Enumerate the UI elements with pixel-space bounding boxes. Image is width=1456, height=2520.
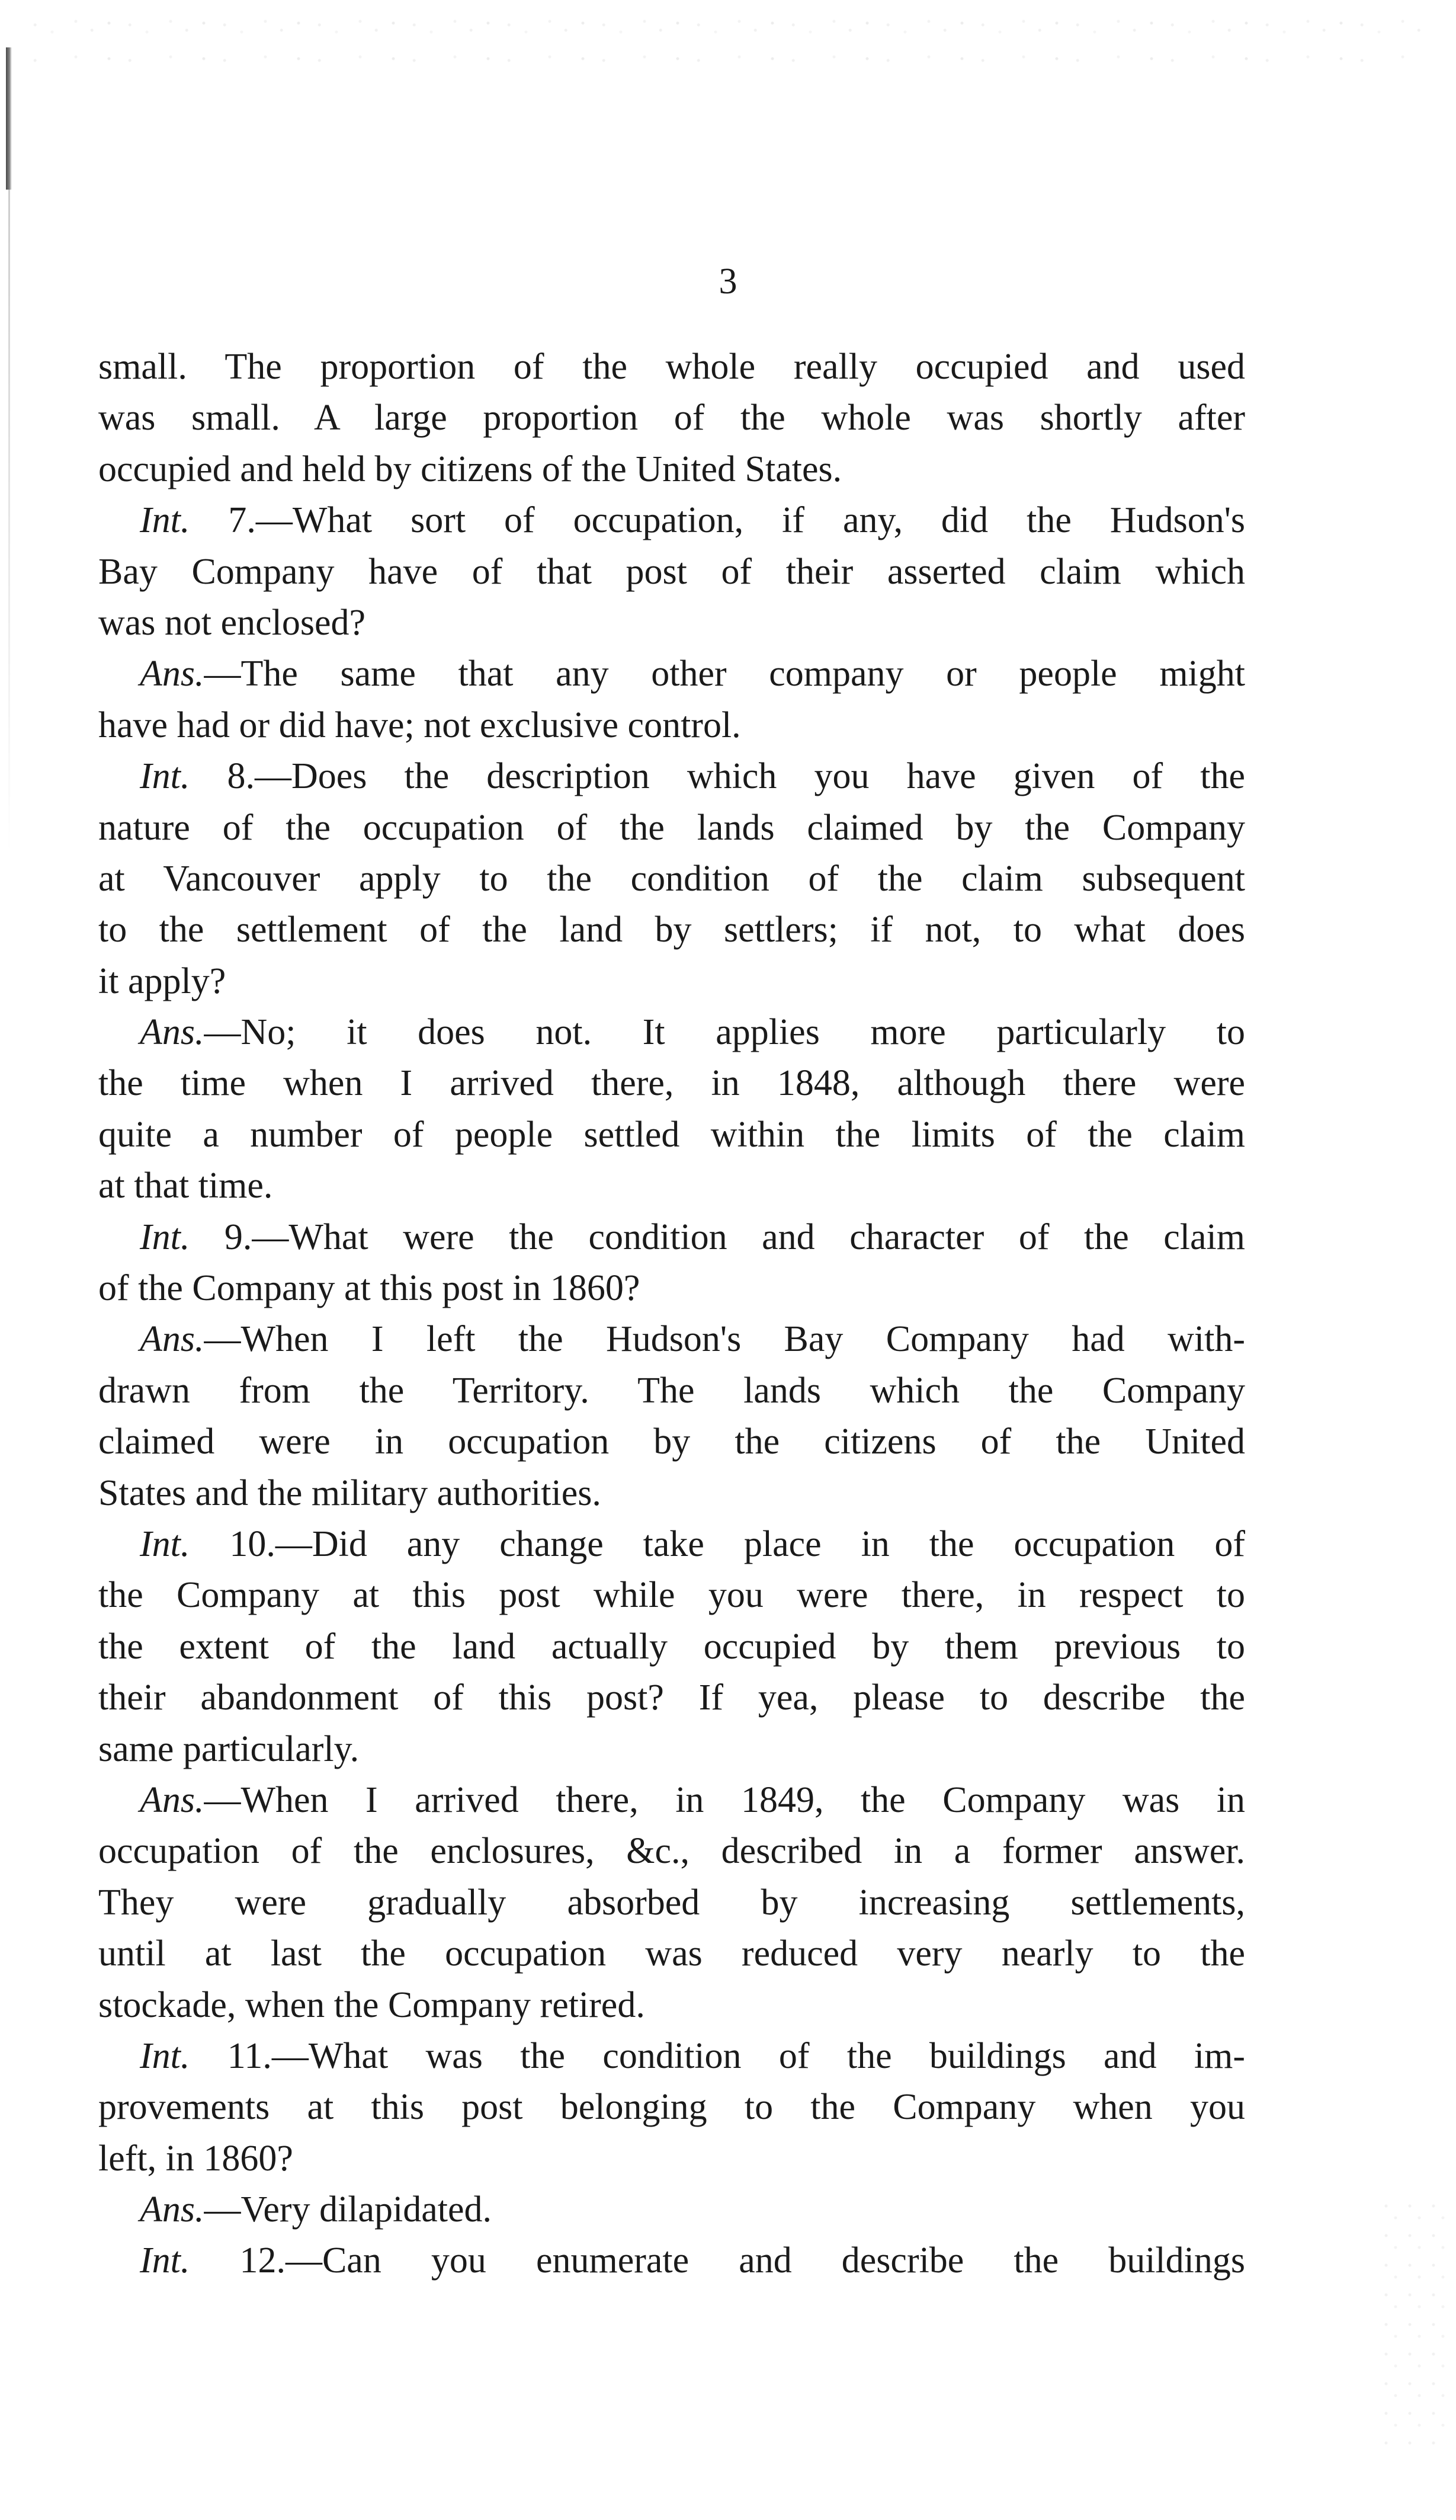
text-line [98,341,1245,392]
scan-speckle-top [24,11,1433,64]
text-line [98,956,1245,1007]
text-line [98,1724,1245,1775]
answer-label: Ans. [140,1319,204,1360]
line-text: until at last the occupation was reduced very nearly to the [98,1933,1245,1974]
answer-label: Ans. [140,654,204,694]
paragraph-first-line [98,751,1245,802]
text-line [98,1877,1245,1928]
line-text: was not enclosed? [98,602,366,643]
text-line [98,904,1245,955]
line-text: it apply? [98,960,226,1001]
text-line [98,1928,1245,1979]
line-text: the extent of the land actually occupied by them previous to [98,1626,1245,1667]
scan-speckle-corner [1379,2200,1450,2449]
line-text: occupation of the enclosures, &c., described in a former answer. [98,1831,1245,1872]
line-text: States and the military authorities. [98,1472,601,1513]
line-text: 7.—What sort of occupation, if any, did the Hudson's [228,500,1245,541]
line-text: at Vancouver apply to the condition of the claim subsequent [98,858,1245,899]
paragraph-first-line [98,2235,1245,2286]
line-text: their abandonment of this post? If yea, please to describe the [98,1677,1245,1718]
text-line [98,1468,1245,1519]
line-text: small. The proportion of the whole really occupied and used [98,347,1245,387]
line-text: —Very dilapidated. [204,2189,492,2230]
text-line [98,392,1245,443]
line-text: the Company at this post while you were there, in respect to [98,1575,1245,1616]
line-text: was small. A large proportion of the whole was shortly after [98,398,1245,438]
line-text: same particularly. [98,1728,360,1769]
line-text: stockade, when the Company retired. [98,1984,645,2025]
deposition-text [98,341,1245,2287]
interrogatory-label: Int. [140,2035,190,2076]
line-text: —The same that any other company or people might [204,654,1245,694]
text-line [98,546,1245,597]
text-line [98,2082,1245,2132]
text-line [98,1109,1245,1160]
interrogatory-label: Int. [140,500,190,541]
line-text: the time when I arrived there, in 1848, although there were [98,1063,1245,1104]
text-line [98,1365,1245,1416]
paragraph-first-line [98,648,1245,699]
line-text: —When I left the Hudson's Bay Company had with- [204,1319,1245,1360]
line-text: Bay Company have of that post of their asserted claim which [98,551,1245,592]
paragraph-first-line [98,1007,1245,1058]
interrogatory-label: Int. [140,1216,190,1257]
paragraph-first-line [98,2031,1245,2082]
line-text: drawn from the Territory. The lands which the Company [98,1370,1245,1411]
line-text: —When I arrived there, in 1849, the Company was in [204,1779,1245,1820]
paragraph-first-line [98,2184,1245,2235]
paragraph-first-line [98,1775,1245,1826]
text-line [98,444,1245,495]
line-text: provements at this post belonging to the Company when you [98,2087,1245,2128]
text-line [98,1263,1245,1314]
text-line [98,1160,1245,1211]
text-line [98,700,1245,751]
interrogatory-label: Int. [140,2240,190,2281]
text-line [98,802,1245,853]
paragraph-first-line [98,1314,1245,1365]
line-text: occupied and held by citizens of the United States. [98,449,842,489]
text-line [98,1980,1245,2031]
text-line [98,1672,1245,1723]
paragraph-first-line [98,495,1245,546]
answer-label: Ans. [140,2189,204,2230]
text-line [98,1570,1245,1621]
text-line [98,1416,1245,1467]
line-text: quite a number of people settled within the limits of the claim [98,1114,1245,1155]
interrogatory-label: Int. [140,756,190,797]
page-number: 3 [719,261,737,302]
text-line [98,1826,1245,1877]
text-line [98,853,1245,904]
text-line [98,2133,1245,2184]
answer-label: Ans. [140,1779,204,1820]
paragraph-first-line [98,1519,1245,1570]
line-text: 12.—Can you enumerate and describe the buildings [239,2240,1245,2281]
paragraph-first-line [98,1212,1245,1263]
interrogatory-label: Int. [140,1523,190,1564]
scan-edge-shadow [6,47,12,190]
line-text: —No; it does not. It applies more particularly to [204,1012,1245,1053]
text-line [98,597,1245,648]
scan-edge-line [8,190,10,1138]
line-text: They were gradually absorbed by increasing settlements, [98,1882,1245,1923]
text-line [98,1621,1245,1672]
line-text: claimed were in occupation by the citizens of the United [98,1421,1245,1462]
line-text: of the Company at this post in 1860? [98,1268,640,1309]
line-text: nature of the occupation of the lands claimed by the Company [98,807,1245,848]
line-text: 11.—What was the condition of the buildings and im- [227,2035,1245,2076]
line-text: at that time. [98,1165,273,1206]
line-text: to the settlement of the land by settlers; if not, to what does [98,910,1245,950]
line-text: 10.—Did any change take place in the occupation of [229,1523,1245,1564]
line-text: 8.—Does the description which you have given of the [227,756,1245,797]
answer-label: Ans. [140,1012,204,1053]
line-text: have had or did have; not exclusive control. [98,705,741,745]
text-line [98,1058,1245,1109]
line-text: left, in 1860? [98,2138,293,2179]
line-text: 9.—What were the condition and character of the claim [224,1216,1245,1257]
